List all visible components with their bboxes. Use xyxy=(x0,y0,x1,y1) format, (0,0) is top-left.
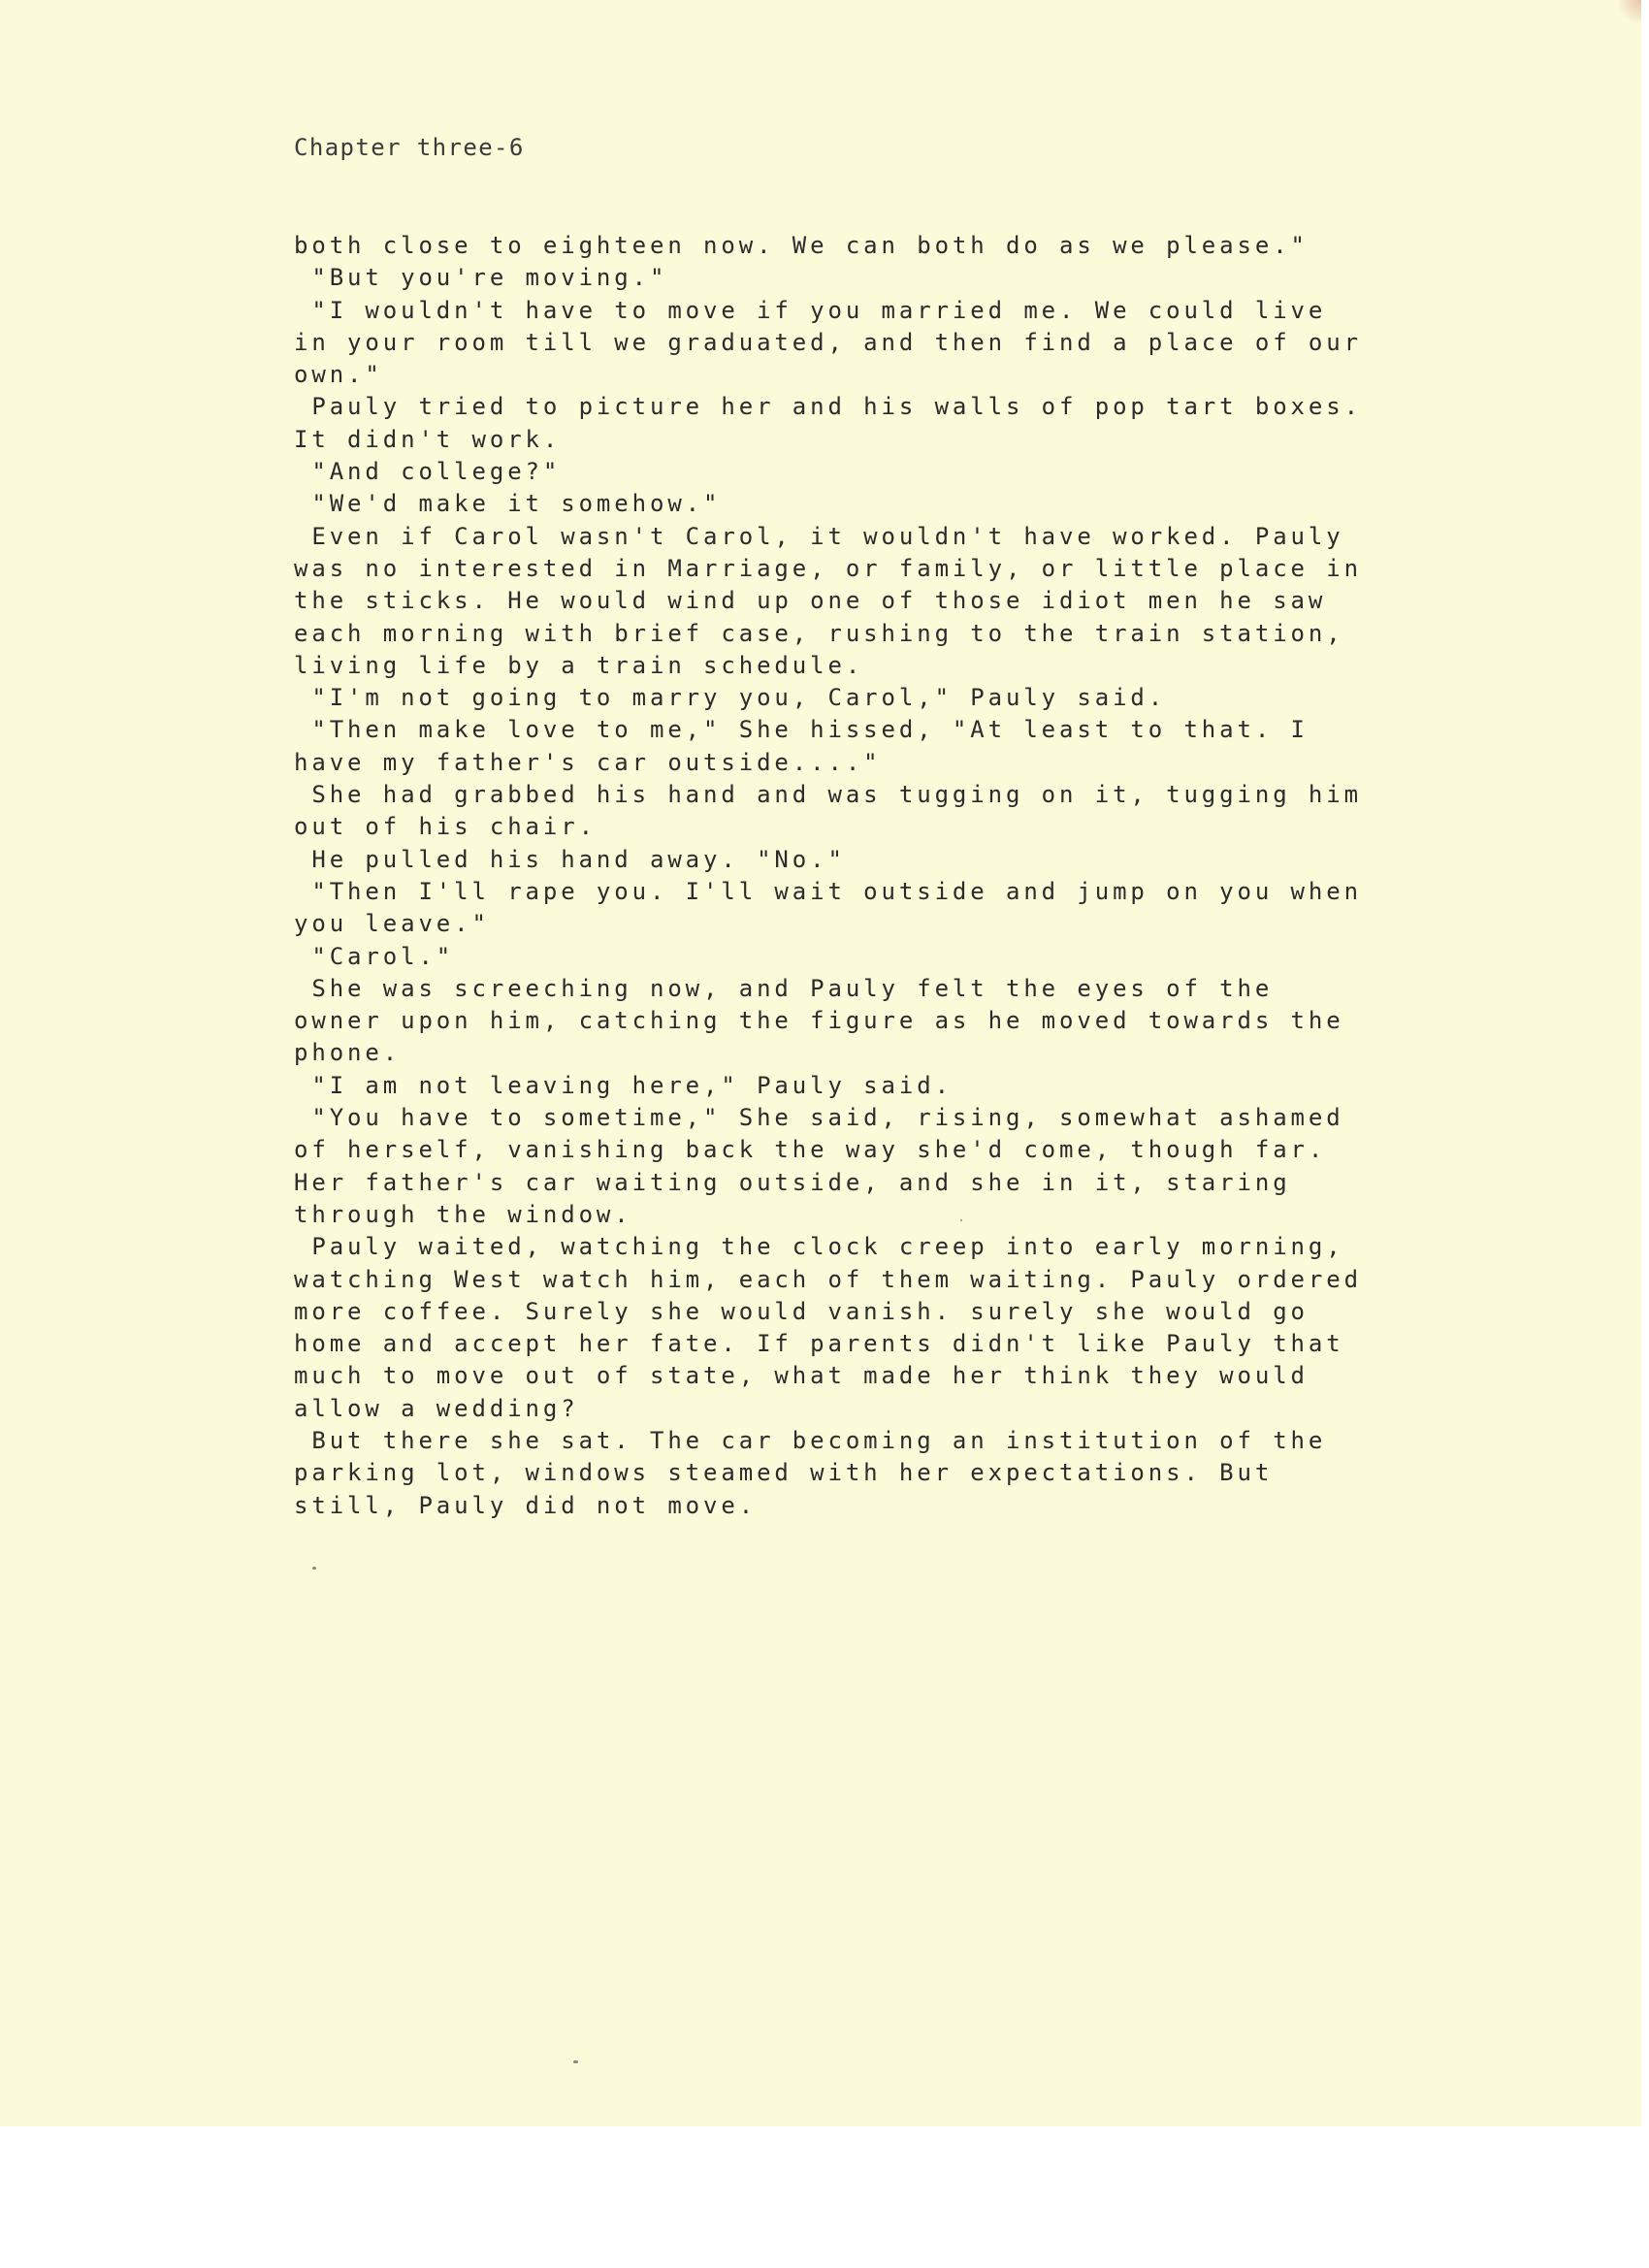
text-line: She had grabbed his hand and was tugging on it, tugging him xyxy=(294,781,1362,809)
text-line: own." xyxy=(294,361,383,389)
text-line: each morning with brief case, rushing to the train station, xyxy=(294,619,1344,647)
text-line: But there she sat. The car becoming an institution of the xyxy=(294,1426,1327,1454)
text-line: home and accept her fate. If parents didn't like Pauly that xyxy=(294,1330,1344,1358)
paper-speck xyxy=(573,2060,578,2063)
text-line: allow a wedding? xyxy=(294,1394,579,1422)
text-line: both close to eighteen now. We can both do as we please." xyxy=(294,232,1309,259)
manuscript-body xyxy=(294,230,1497,1522)
text-line: still, Pauly did not move. xyxy=(294,1491,758,1519)
text-line: "I wouldn't have to move if you married me. We could live xyxy=(294,296,1327,324)
text-line: in your room till we graduated, and then find a place of our xyxy=(294,328,1362,356)
text-line: phone. xyxy=(294,1039,402,1067)
chapter-header: Chapter three-6 xyxy=(294,134,525,161)
text-line: "You have to sometime," She said, rising, somewhat ashamed xyxy=(294,1104,1344,1132)
text-line: Pauly tried to picture her and his walls of pop tart boxes. xyxy=(294,393,1362,421)
text-line: He pulled his hand away. "No." xyxy=(294,845,846,873)
text-line: "Carol." xyxy=(294,942,455,970)
text-line: "I'm not going to marry you, Carol," Pauly said. xyxy=(294,684,1167,712)
text-line: "But you're moving." xyxy=(294,264,668,292)
text-line: you leave." xyxy=(294,910,490,938)
text-line: through the window. xyxy=(294,1200,632,1228)
paper-speck xyxy=(312,1567,316,1570)
text-line: It didn't work. xyxy=(294,425,562,453)
text-line: "Then I'll rape you. I'll wait outside and jump on you when xyxy=(294,877,1362,905)
text-line: of herself, vanishing back the way she'd come, though far. xyxy=(294,1136,1327,1164)
text-line: "I am not leaving here," Pauly said. xyxy=(294,1071,953,1099)
paper-corner-stain xyxy=(1618,0,1641,23)
text-line: more coffee. Surely she would vanish. surely she would go xyxy=(294,1297,1309,1325)
text-line: Pauly waited, watching the clock creep into early morning, xyxy=(294,1233,1344,1261)
text-line: watching West watch him, each of them waiting. Pauly ordered xyxy=(294,1265,1362,1293)
text-line: "And college?" xyxy=(294,458,562,486)
text-line: the sticks. He would wind up one of those idiot men he saw xyxy=(294,587,1327,615)
text-line: owner upon him, catching the figure as he moved towards the xyxy=(294,1007,1344,1035)
text-line: "Then make love to me," She hissed, "At least to that. I xyxy=(294,716,1309,744)
text-line: Even if Carol wasn't Carol, it wouldn't have worked. Pauly xyxy=(294,522,1344,550)
text-line: She was screeching now, and Pauly felt the eyes of the xyxy=(294,974,1274,1002)
text-line: living life by a train schedule. xyxy=(294,651,864,679)
text-line: much to move out of state, what made her think they would xyxy=(294,1362,1309,1390)
text-line: Her father's car waiting outside, and she in it, staring xyxy=(294,1168,1291,1196)
text-line: was no interested in Marriage, or family, or little place in xyxy=(294,554,1362,582)
text-line: have my father's car outside...." xyxy=(294,748,882,776)
text-line: "We'd make it somehow." xyxy=(294,490,722,518)
text-line: parking lot, windows steamed with her expectations. But xyxy=(294,1459,1274,1487)
text-line: out of his chair. xyxy=(294,813,597,841)
